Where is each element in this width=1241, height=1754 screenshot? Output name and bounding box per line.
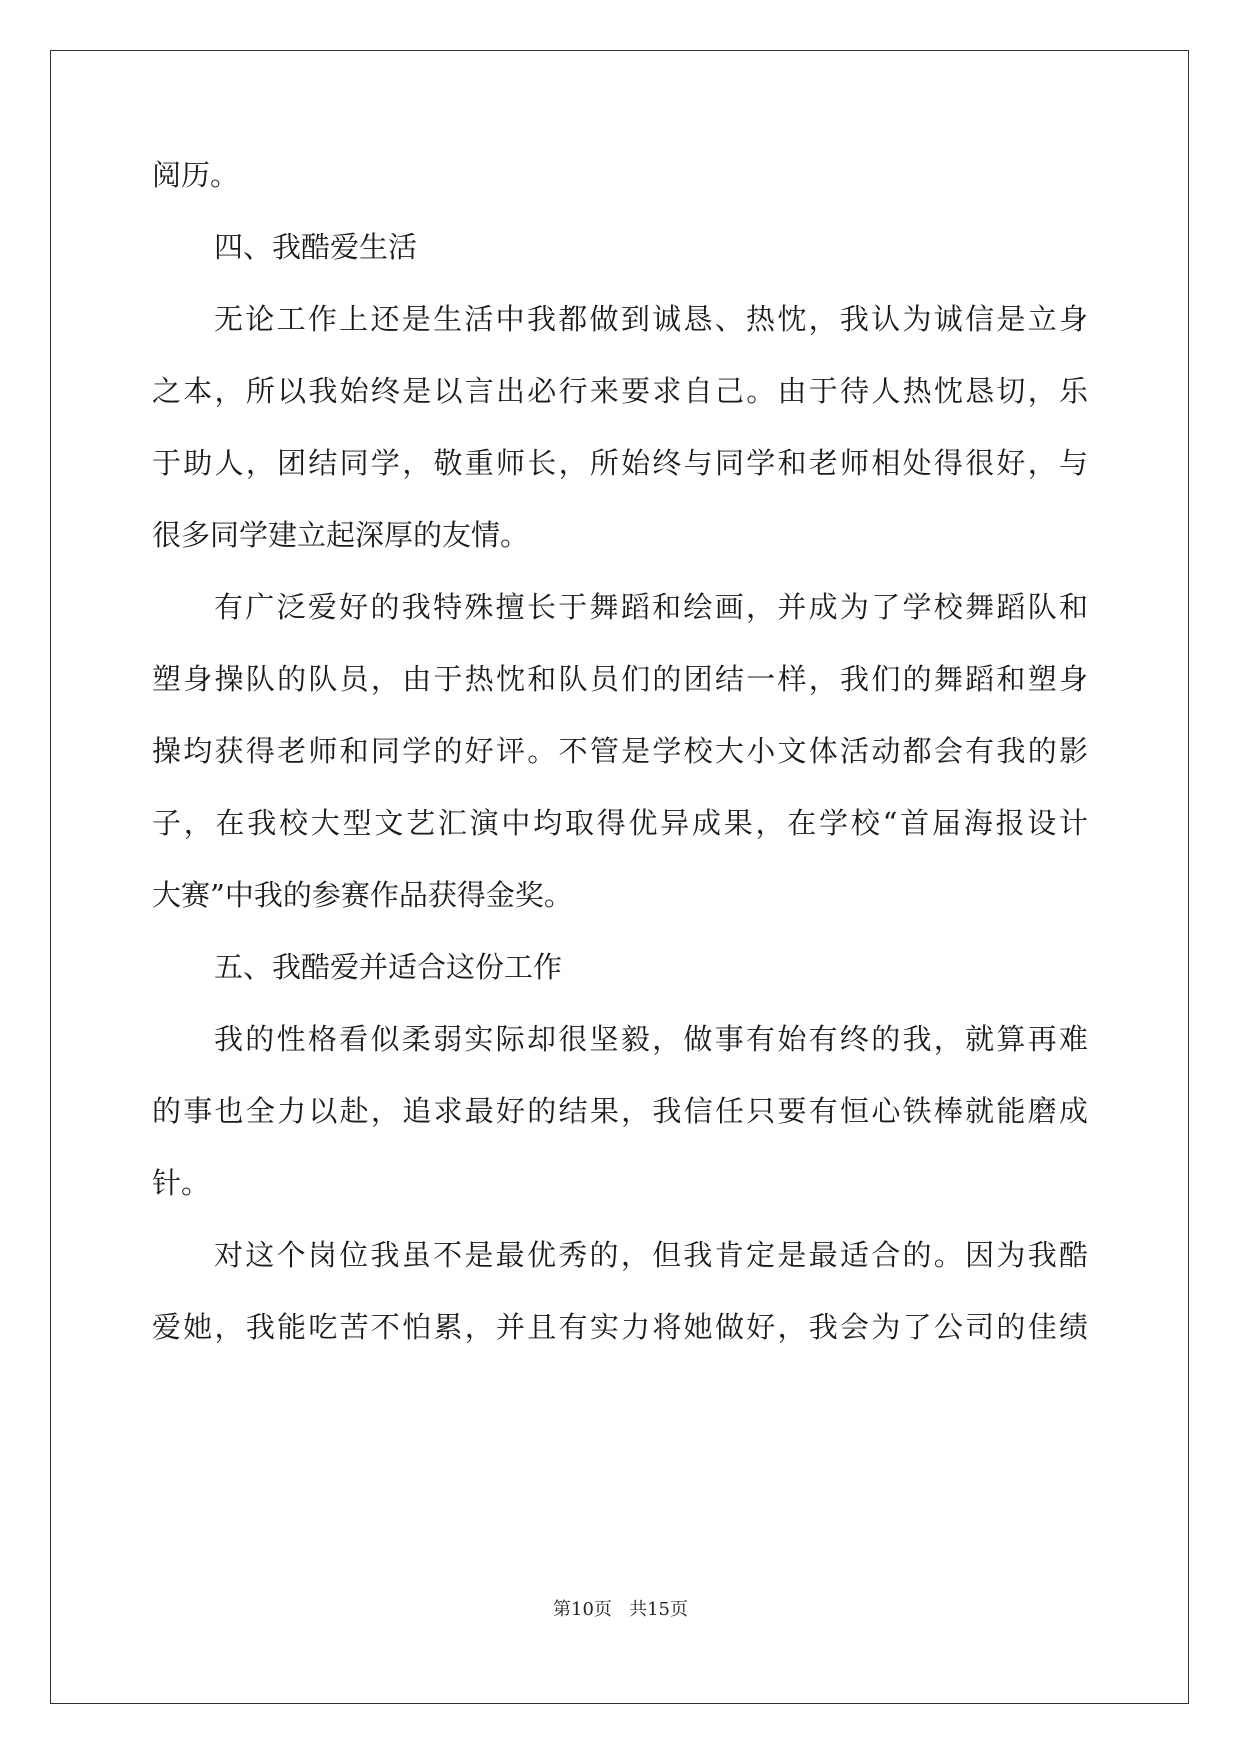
text-line: 操均获得老师和同学的好评。不管是学校大小文体活动都会有我的影 bbox=[152, 734, 1088, 768]
text-line: 对这个岗位我虽不是最优秀的，但我肯定是最适合的。因为我酷 bbox=[214, 1238, 1088, 1272]
text-line: 我的性格看似柔弱实际却很坚毅，做事有始有终的我，就算再难 bbox=[214, 1022, 1088, 1056]
page-footer bbox=[0, 1598, 1241, 1622]
section-heading: 五、我酷爱并适合这份工作 bbox=[214, 950, 563, 984]
text-line: 大赛”中我的参赛作品获得金奖。 bbox=[152, 878, 573, 912]
text-line: 针。 bbox=[152, 1166, 211, 1200]
page-total: 共15页 bbox=[629, 1599, 688, 1620]
page-number: 第10页 bbox=[553, 1599, 612, 1620]
text-line: 子，在我校大型文艺汇演中均取得优异成果，在学校“首届海报设计 bbox=[152, 806, 1088, 840]
text-line: 之本，所以我始终是以言出必行来要求自己。由于待人热忱恳切，乐 bbox=[152, 374, 1088, 408]
text-line: 塑身操队的队员，由于热忱和队员们的团结一样，我们的舞蹈和塑身 bbox=[152, 662, 1088, 696]
text-line: 爱她，我能吃苦不怕累，并且有实力将她做好，我会为了公司的佳绩 bbox=[152, 1310, 1088, 1344]
text-line: 无论工作上还是生活中我都做到诚恳、热忱，我认为诚信是立身 bbox=[214, 302, 1088, 336]
section-heading: 四、我酷爱生活 bbox=[214, 230, 418, 264]
text-line: 的事也全力以赴，追求最好的结果，我信任只要有恒心铁棒就能磨成 bbox=[152, 1094, 1088, 1128]
text-line: 很多同学建立起深厚的友情。 bbox=[152, 518, 530, 552]
text-line: 有广泛爱好的我特殊擅长于舞蹈和绘画，并成为了学校舞蹈队和 bbox=[214, 590, 1088, 624]
text-line: 于助人，团结同学，敬重师长，所始终与同学和老师相处得很好，与 bbox=[152, 446, 1088, 480]
text-line: 阅历。 bbox=[152, 158, 240, 192]
